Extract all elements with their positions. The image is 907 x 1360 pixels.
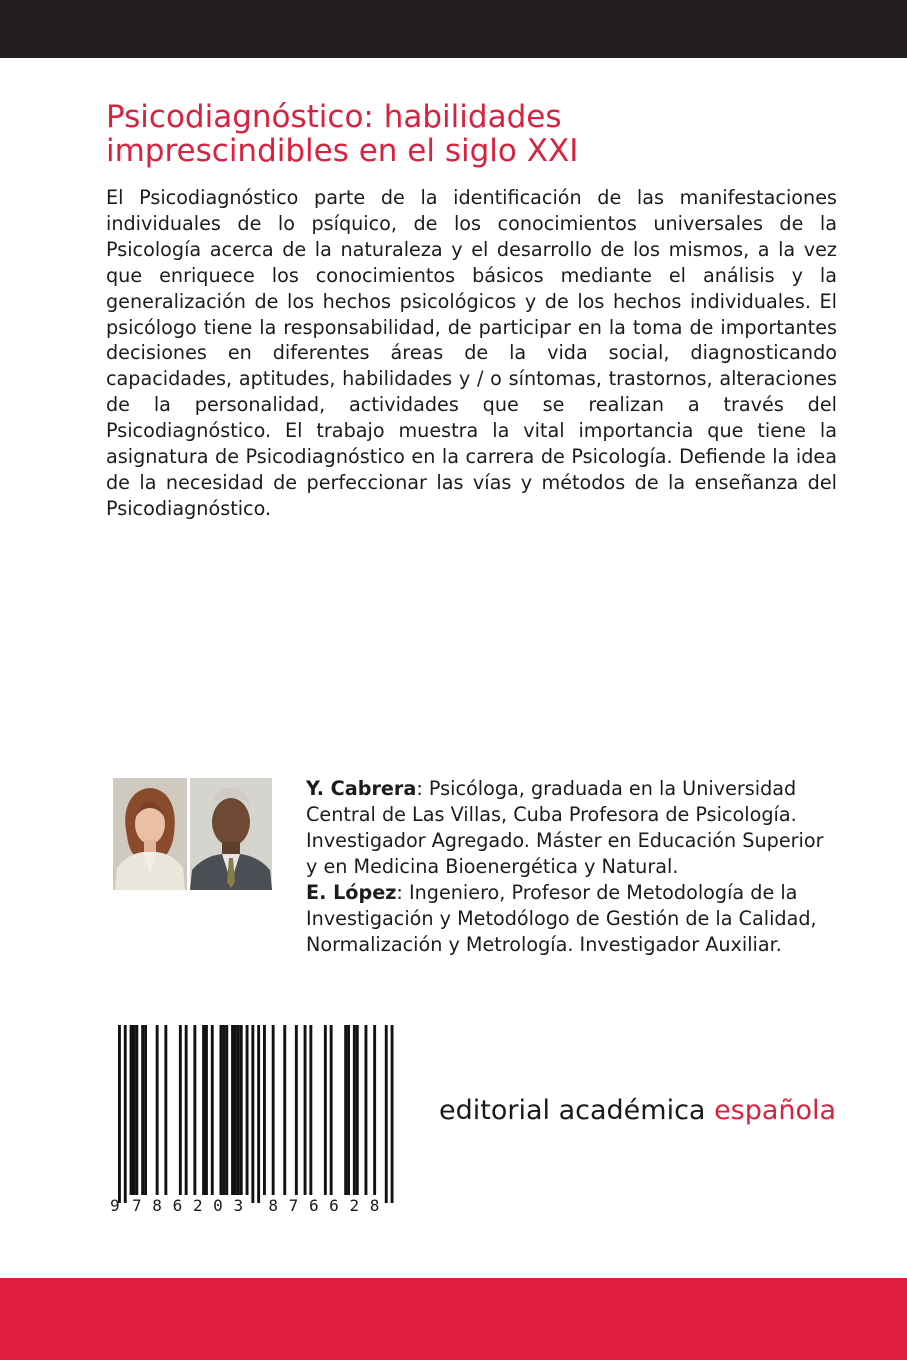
barcode-digit: 9 xyxy=(110,1196,120,1215)
publisher-name-accent: española xyxy=(714,1095,837,1126)
author-name-lopez: E. López xyxy=(306,881,397,904)
barcode-bar xyxy=(344,1025,347,1195)
author-bio-lopez: : Ingeniero, Profesor de Metodología de la Investigación y Metodólogo de Gestión de la Calidad, Normalización y Metrología. Investigador Auxiliar. xyxy=(306,881,817,956)
bottom-band xyxy=(0,1278,907,1360)
author-bios xyxy=(306,776,831,958)
barcode-bar xyxy=(353,1025,356,1195)
barcode-bar xyxy=(211,1025,214,1195)
barcode-digit: 6 xyxy=(308,1196,319,1215)
barcode-bar xyxy=(144,1025,147,1195)
barcode-bar xyxy=(231,1025,234,1195)
author-photo-cabrera xyxy=(113,778,187,890)
barcode-digit: 3 xyxy=(233,1196,244,1215)
barcode-bar xyxy=(356,1025,359,1195)
barcode-bar xyxy=(135,1025,138,1195)
barcode-bar xyxy=(263,1025,266,1195)
barcode-bar xyxy=(365,1025,368,1195)
barcode-bar xyxy=(309,1025,312,1195)
barcode-bar xyxy=(130,1025,133,1195)
barcode-bar xyxy=(220,1025,223,1195)
barcode-bar xyxy=(272,1025,275,1195)
barcode-digit: 7 xyxy=(288,1196,299,1215)
barcode-bar xyxy=(222,1025,225,1195)
publisher-logo xyxy=(439,1094,836,1128)
barcode-bar xyxy=(118,1025,121,1203)
publisher-name: editorial académica xyxy=(439,1095,715,1126)
book-description: El Psicodiagnóstico parte de la identificación de las manifestaciones individuales de lo psíquico, de los conocimientos universales de la Psicología acerca de la naturaleza y el desarrollo de los mismos, a la vez que enriquece los conocimientos básicos mediante el análisis y la generalización de los hechos psicológicos y de los hechos individuales. El psicólogo tiene la responsabilidad, de participar en la toma de importantes decisiones en diferentes áreas de la vida social, diagnosticando capacidades, aptitudes, habilidades y / o síntomas, trastornos, alteraciones de la personalidad, actividades que se realizan a través del Psicodiagnóstico. El trabajo muestra la vital importancia que tiene la asignatura de Psicodiagnóstico en la carrera de Psicología. Defiende la idea de la necesidad de perfeccionar las vías y métodos de la enseñanza del Psicodiagnóstico. xyxy=(106,186,837,520)
barcode-bar xyxy=(246,1025,249,1195)
author-bio-cabrera: : Psicóloga, graduada en la Universidad Central de Las Villas, Cuba Profesora de Psicología. Investigador Agregado. Máster en Educación Superior y en Medicina Bioenergética y Natural. xyxy=(306,777,824,878)
barcode-bar xyxy=(225,1025,228,1195)
barcode-digit: 8 xyxy=(152,1196,162,1215)
barcode-bar xyxy=(133,1025,136,1195)
author-photo-lopez xyxy=(190,778,272,890)
top-band xyxy=(0,0,907,58)
barcode-digit: 2 xyxy=(349,1196,360,1215)
barcode-digit: 2 xyxy=(192,1196,203,1215)
barcode-bar xyxy=(391,1025,394,1203)
book-title-line-1: Psicodiagnóstico: habilidades xyxy=(106,99,562,135)
barcode-bar xyxy=(324,1025,327,1195)
barcode-bar xyxy=(295,1025,298,1195)
barcode-bar xyxy=(257,1025,260,1203)
barcode-digit: 6 xyxy=(329,1196,339,1215)
barcode-bar xyxy=(205,1025,208,1195)
barcode-digit: 8 xyxy=(268,1196,279,1215)
author-name-cabrera: Y. Cabrera xyxy=(306,777,417,800)
barcode-bar xyxy=(124,1025,127,1203)
barcode-digit: 0 xyxy=(213,1196,223,1215)
barcode-bar xyxy=(304,1025,307,1195)
barcode-bar xyxy=(283,1025,286,1195)
isbn-barcode xyxy=(110,1025,420,1217)
barcode-digit: 7 xyxy=(131,1196,142,1215)
barcode-bar xyxy=(141,1025,144,1195)
book-title-line-2: imprescindibles en el siglo XXI xyxy=(106,133,579,169)
barcode-bar xyxy=(156,1025,159,1195)
barcode-bar xyxy=(385,1025,388,1203)
barcode-bar xyxy=(193,1025,196,1195)
barcode-bar xyxy=(179,1025,182,1195)
barcode-bar xyxy=(251,1025,254,1203)
barcode-digit: 8 xyxy=(369,1196,380,1215)
barcode-bar xyxy=(234,1025,237,1195)
barcode-bar xyxy=(330,1025,333,1195)
barcode-digit: 6 xyxy=(172,1196,183,1215)
barcode-bar xyxy=(240,1025,243,1195)
barcode-bar xyxy=(202,1025,205,1195)
barcode-bar xyxy=(347,1025,350,1195)
book-title xyxy=(106,100,806,168)
barcode-bar xyxy=(164,1025,167,1195)
barcode-bar xyxy=(373,1025,376,1195)
barcode-bar xyxy=(237,1025,240,1195)
barcode-bar xyxy=(185,1025,188,1195)
